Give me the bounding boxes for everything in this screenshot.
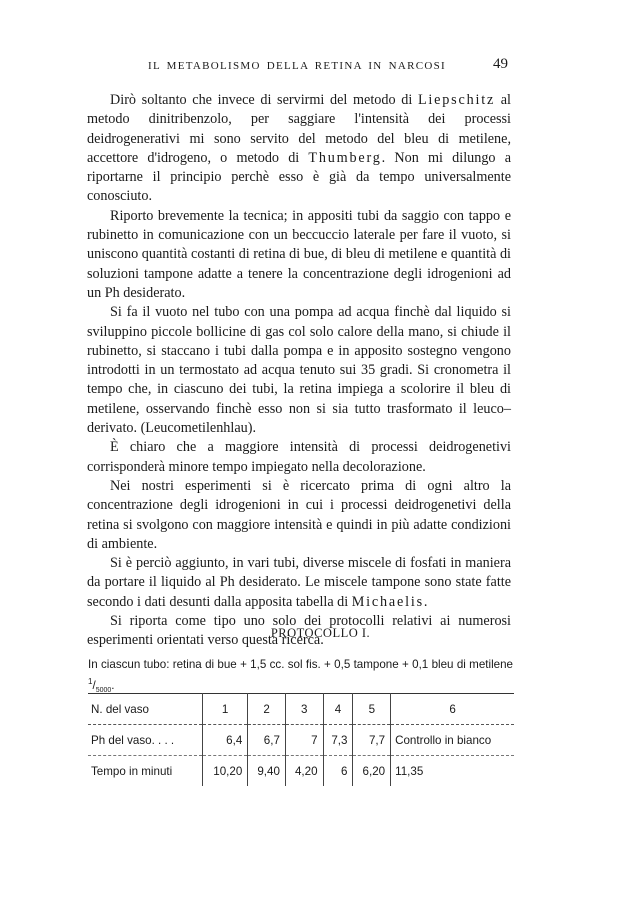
running-head: IL METABOLISMO DELLA RETINA IN NARCOSI [148, 60, 446, 72]
header-cell: N. del vaso [91, 702, 149, 716]
table-cell: 10,20 [203, 756, 248, 787]
table-cell: 6 [323, 756, 353, 787]
protocol-table-wrap [88, 693, 514, 786]
table-row [88, 725, 514, 756]
table-row [88, 756, 514, 787]
fraction-numerator: 1 [88, 677, 93, 686]
protocol-description-text: In ciascun tubo: retina di bue + 1,5 cc. sol fis. + 0,5 tampone + 0,1 bleu di metilene [88, 658, 513, 671]
p6-text-a: Si è perciò aggiunto, in vari tubi, diverse miscele di fosfati in maniera da portare il liquido al Ph desiderato. Le miscele tampone sono state fatte secondo i dati desunti dalla apposita tabella di [87, 555, 511, 610]
paragraph-5: Nei nostri esperimenti si è ricercato prima di ogni altro la concentrazione degli idrogenioni in cui i processi deidrogenetivi della retina si svolgono con maggiore intensità e quindi in più adatte condizioni di ambiente. [87, 477, 511, 552]
table-cell: 6,20 [353, 756, 391, 787]
table-cell: 4,20 [285, 756, 323, 787]
table-cell: 7,7 [353, 725, 391, 756]
table-cell: 6,4 [203, 725, 248, 756]
paragraph-7: Si riporta come tipo uno solo dei protocolli relativi ai numerosi esperimenti orientati verso questa ricerca. [87, 613, 511, 649]
author-name-liepschitz: Liepschitz [417, 92, 496, 108]
header-cell: 4 [323, 694, 353, 725]
p6-text-b: . [423, 593, 428, 610]
paragraph-6 [87, 554, 511, 612]
protocol-table [88, 693, 514, 786]
table-cell: Controllo in bianco [391, 725, 514, 756]
table-header-row [88, 694, 514, 725]
author-name-michaelis: Michaelis [351, 593, 424, 610]
paragraph-2: Riporto brevemente la tecnica; in appositi tubi da saggio con tappo e rubinetto in comunicazione con un beccuccio laterale per fare il vuoto, si uniscono quantità costanti di retina di bue, di bleu di metilene e quantità di soluzioni tampone adatte a tenere la concentrazione degli idrogenioni ad un Ph desiderato. [87, 207, 511, 301]
paragraph-4: È chiaro che a maggiore intensità di processi deidrogenetivi corrisponderà minore tempo impiegato nella decolorazione. [87, 439, 511, 475]
row-label: Tempo in minuti [91, 764, 173, 778]
table-cell: 11,35 [391, 756, 514, 787]
header-cell: 3 [285, 694, 323, 725]
p1-text-a: Dirò soltanto che invece di servirmi del metodo di [110, 92, 418, 108]
table-cell: 9,40 [248, 756, 286, 787]
paragraph-3: Si fa il vuoto nel tubo con una pompa ad acqua finchè dal liquido si sviluppino piccole bollicine di gas col solo calore della mano, si chiude il rubinetto, si staccano i tubi dalla pompa e in apposito sostegno vengono introdotti in un termostato ad acqua tenuto sui 35 gradi. Si cronometra il tempo che, in ciascuno dei tubi, la retina impiega a scolorire il bleu di metilene, osservando finchè esso non si sia tutto trasformato il leuco–derivato. (Leucometilenhlau). [87, 304, 511, 437]
p1-text-c: . Non mi dilungo a riportarne il principio perchè esso è già da tempo universalmente conosciuto. [87, 149, 511, 205]
table-cell: 6,7 [248, 725, 286, 756]
protocol-title: PROTOCOLLO I. [270, 626, 371, 640]
author-name-thumberg: Thumberg [308, 149, 382, 166]
page-number: 49 [493, 56, 508, 72]
table-cell: 7,3 [323, 725, 353, 756]
body-text [87, 91, 511, 651]
protocol-description: In ciascun tubo: retina di bue + 1,5 cc. sol fis. + 0,5 tampone + 0,1 bleu di metilene $^1/_{5000}$. [88, 658, 513, 695]
header-cell: 2 [248, 694, 286, 725]
fraction-denominator: 5000 [95, 687, 112, 695]
header-cell: 1 [203, 694, 248, 725]
paragraph-1 [87, 91, 511, 207]
header-cell: 6 [391, 694, 514, 725]
header-cell: 5 [353, 694, 391, 725]
p1-text-b: al metodo dinitribenzolo, per saggiare l'intensità dei processi deidrogenerativi mi sono servito del metodo del bleu di metilene, accettore d'idrogeno, o metodo di [87, 92, 511, 166]
fraction-end: . [111, 678, 115, 692]
row-label: Ph del vaso. . . . [91, 733, 175, 747]
table-cell: 7 [285, 725, 323, 756]
